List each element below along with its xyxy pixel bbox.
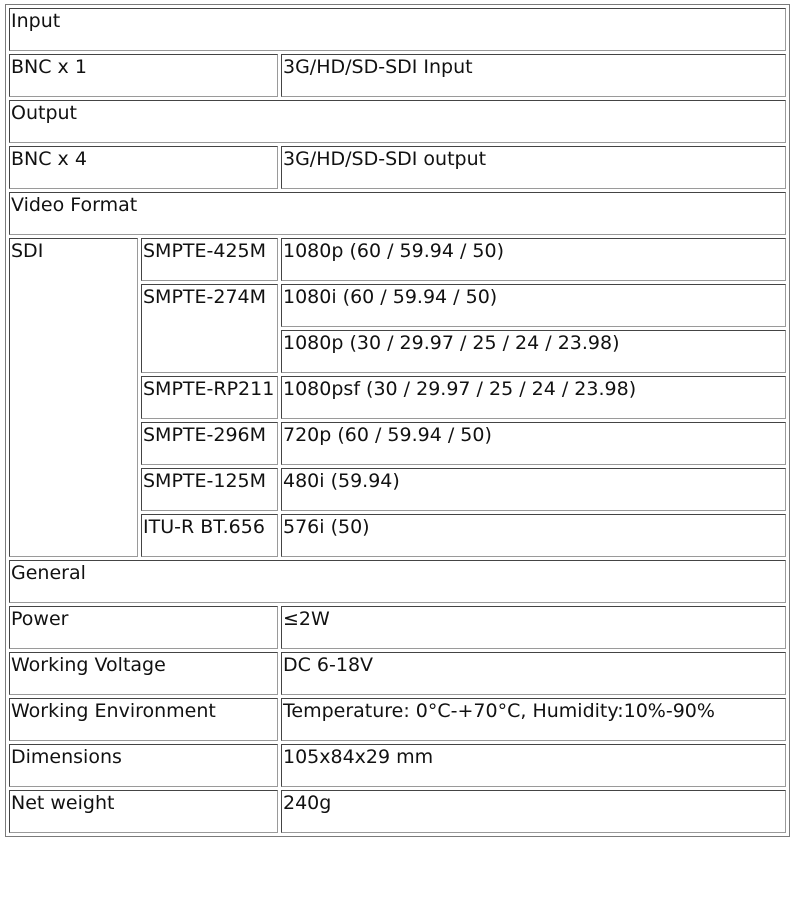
table-row [9,238,786,281]
section-heading: Output [9,100,786,143]
spec-label: Working Environment [9,698,278,741]
table-row [9,698,786,741]
section-header-video-format [9,192,786,235]
section-header-output [9,100,786,143]
spec-value: 3G/HD/SD-SDI output [281,146,786,189]
table-row [9,790,786,833]
spec-label: Net weight [9,790,278,833]
format-value: 1080i (60 / 59.94 / 50) [281,284,786,327]
section-heading: General [9,560,786,603]
spec-label: Working Voltage [9,652,278,695]
standard-name: SMPTE-RP211 [141,376,278,419]
section-header-general [9,560,786,603]
table-row [9,606,786,649]
table-row [9,744,786,787]
interface-label: SDI [9,238,138,557]
spec-label: Dimensions [9,744,278,787]
spec-value: ≤2W [281,606,786,649]
spec-value: DC 6-18V [281,652,786,695]
standard-name: SMPTE-274M [141,284,278,373]
format-value: 480i (59.94) [281,468,786,511]
spec-value: 240g [281,790,786,833]
section-heading: Input [9,8,786,51]
spec-label: BNC x 4 [9,146,278,189]
spec-value: 3G/HD/SD-SDI Input [281,54,786,97]
standard-name: SMPTE-125M [141,468,278,511]
table-row [9,652,786,695]
spec-value: Temperature: 0°C-+70°C, Humidity:10%-90% [281,698,786,741]
format-value: 1080p (60 / 59.94 / 50) [281,238,786,281]
format-value: 720p (60 / 59.94 / 50) [281,422,786,465]
table-row [9,54,786,97]
standard-name: SMPTE-425M [141,238,278,281]
spec-label: Power [9,606,278,649]
section-header-input [9,8,786,51]
format-value: 576i (50) [281,514,786,557]
standard-name: ITU-R BT.656 [141,514,278,557]
format-value: 1080p (30 / 29.97 / 25 / 24 / 23.98) [281,330,786,373]
spec-table [5,4,790,837]
format-value: 1080psf (30 / 29.97 / 25 / 24 / 23.98) [281,376,786,419]
table-row [9,146,786,189]
spec-label: BNC x 1 [9,54,278,97]
spec-value: 105x84x29 mm [281,744,786,787]
standard-name: SMPTE-296M [141,422,278,465]
section-heading: Video Format [9,192,786,235]
